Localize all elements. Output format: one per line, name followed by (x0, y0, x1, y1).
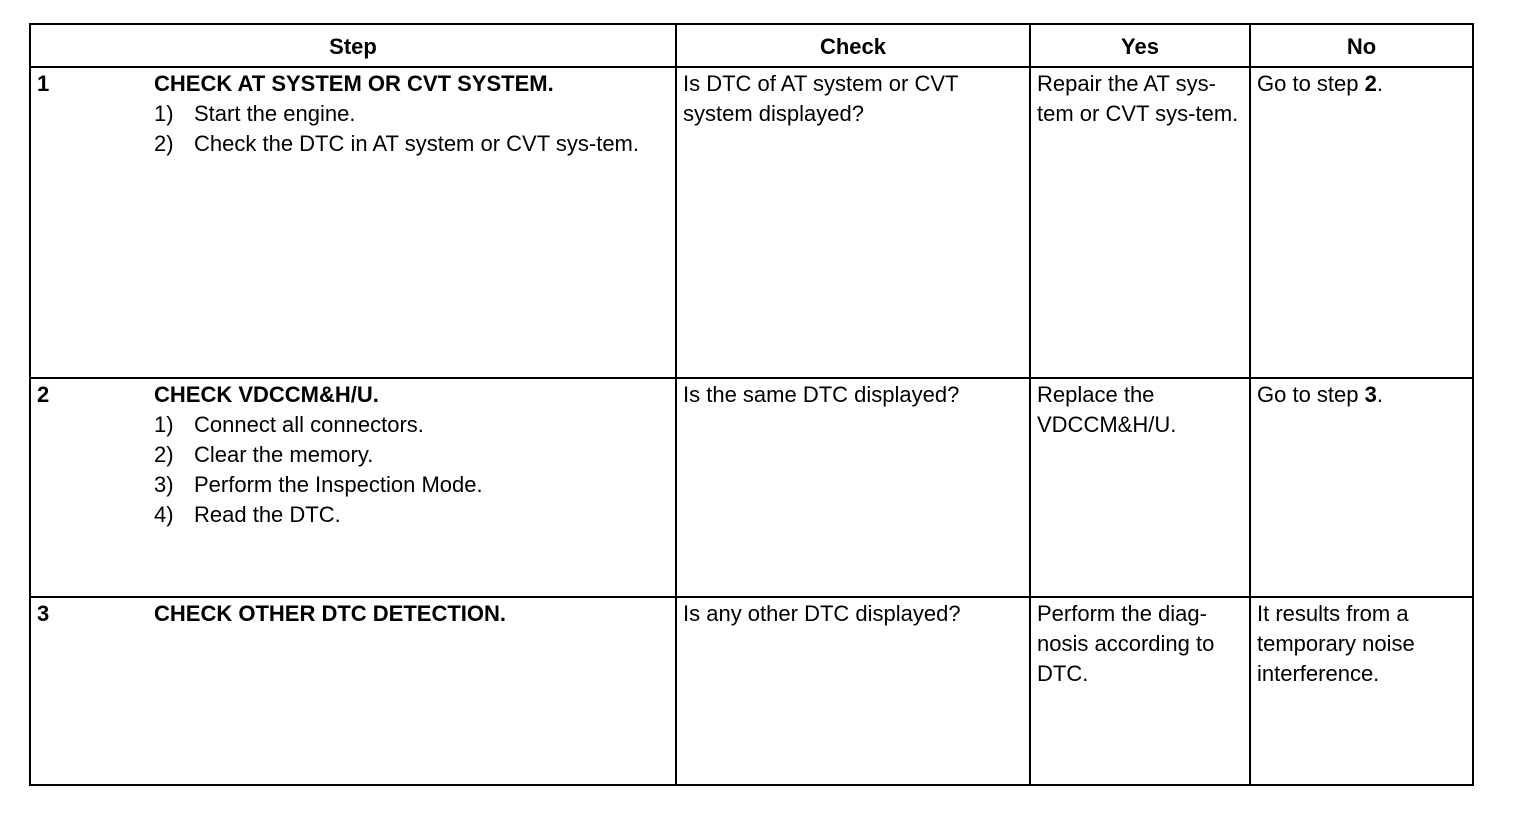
substep-text: Read the DTC. (194, 502, 341, 527)
table-header-row (30, 24, 1473, 67)
step-cell (30, 67, 676, 378)
substep-text: Clear the memory. (194, 442, 374, 467)
step-cell (30, 597, 676, 785)
no-cell (1250, 67, 1473, 378)
header-step: Step (30, 24, 676, 67)
substep-number: 2) (154, 131, 174, 156)
table-row (30, 67, 1473, 378)
table-row (30, 597, 1473, 785)
check-cell: Is any other DTC displayed? (676, 597, 1030, 785)
substep (154, 99, 659, 129)
header-no: No (1250, 24, 1473, 67)
substep (154, 440, 659, 470)
step-reference: 2 (1364, 71, 1377, 96)
check-cell: Is DTC of AT system or CVT system displayed? (676, 67, 1030, 378)
step-number: 2 (37, 382, 50, 407)
substep-number: 4) (154, 502, 174, 527)
step-title: CHECK OTHER DTC DETECTION. (154, 601, 506, 626)
substep (154, 500, 659, 530)
substep-text: Perform the Inspection Mode. (194, 472, 483, 497)
substep-text: Start the engine. (194, 101, 356, 126)
no-suffix: . (1376, 382, 1383, 407)
diagnostic-procedure-table (29, 23, 1474, 786)
yes-cell: Perform the diag-nosis according to DTC. (1030, 597, 1250, 785)
substep-text: Check the DTC in AT system or CVT sys-tem. (194, 131, 639, 156)
step-title: CHECK AT SYSTEM OR CVT SYSTEM. (154, 71, 554, 96)
header-yes: Yes (1030, 24, 1250, 67)
yes-cell: Replace the VDCCM&H/U. (1030, 378, 1250, 597)
substep-text: Connect all connectors. (194, 412, 424, 437)
substep-number: 1) (154, 412, 174, 437)
step-number: 3 (37, 601, 50, 626)
header-check: Check (676, 24, 1030, 67)
step-title: CHECK VDCCM&H/U. (154, 382, 379, 407)
substep (154, 129, 659, 159)
step-number: 1 (37, 71, 50, 96)
no-cell (1250, 378, 1473, 597)
check-cell: Is the same DTC displayed? (676, 378, 1030, 597)
substep-number: 1) (154, 101, 174, 126)
table-row (30, 378, 1473, 597)
no-text: Go to step (1257, 71, 1365, 96)
substep (154, 470, 659, 500)
step-cell (30, 378, 676, 597)
yes-cell: Repair the AT sys-tem or CVT sys-tem. (1030, 67, 1250, 378)
no-text: Go to step (1257, 382, 1365, 407)
substep (154, 410, 659, 440)
step-reference: 3 (1364, 382, 1377, 407)
no-cell: It results from a temporary noise interference. (1250, 597, 1473, 785)
no-suffix: . (1376, 71, 1383, 96)
substep-number: 3) (154, 472, 174, 497)
substep-number: 2) (154, 442, 174, 467)
